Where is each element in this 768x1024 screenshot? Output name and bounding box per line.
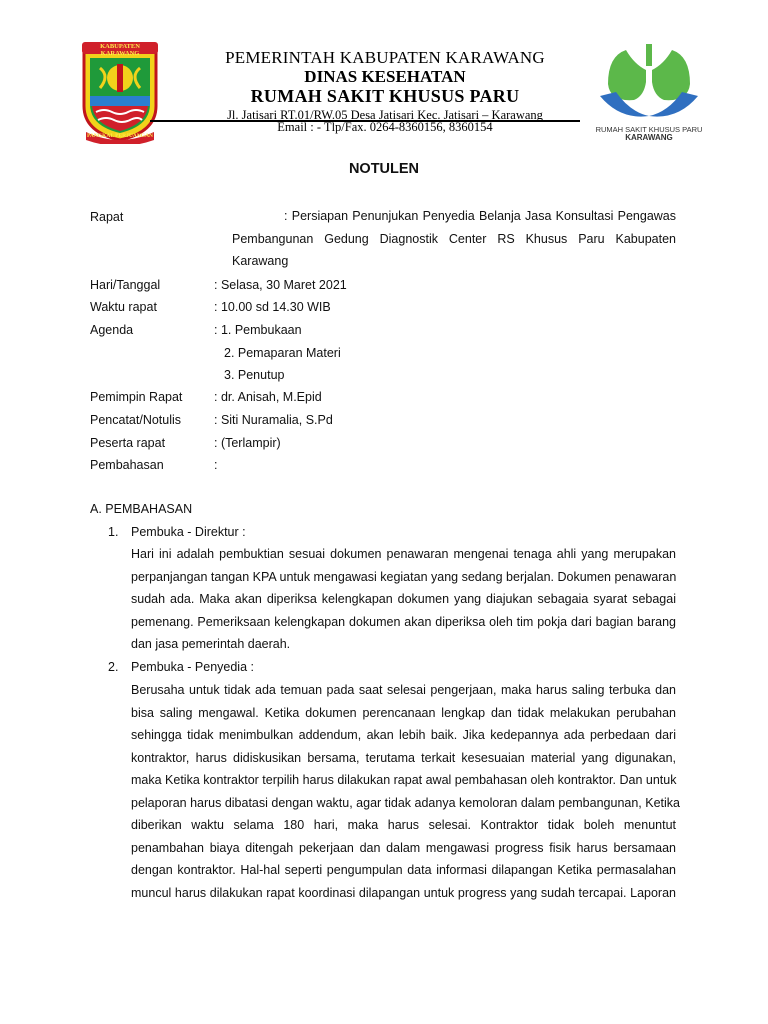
emblem-top-text: KABUPATEN KARAWANG (100, 43, 140, 57)
field-label-pemimpin: Pemimpin Rapat (90, 390, 183, 404)
paragraph-line: Berusaha untuk tidak ada temuan pada saat selesai pengerjaan, maka harus saling terbuka dan (131, 683, 676, 697)
item-paragraph (131, 543, 676, 656)
header-contact: Email : - Tlp/Fax. 0264-8360156, 8360154 (277, 120, 493, 134)
header-department: DINAS KESEHATAN (304, 67, 466, 86)
section-heading: A. PEMBAHASAN (90, 502, 193, 516)
item-title: Pembuka - Penyedia : (131, 660, 254, 674)
field-value-hari: : Selasa, 30 Maret 2021 (214, 278, 347, 292)
logo-caption-city: KARAWANG (625, 133, 673, 142)
paragraph-line: maka Ketika kontraktor terpilih harus dilakukan rapat awal pembahasan oleh kontraktor. Dan untuk (131, 773, 677, 787)
paragraph-line: sehingga tidak menimbulkan addendum, akan lebih baik. Jika kedepannya ada perbedaan dari (131, 728, 676, 742)
agenda-item: 3. Penutup (224, 368, 285, 382)
field-label-waktu: Waktu rapat (90, 300, 157, 314)
agenda-item: 2. Pemaparan Materi (224, 346, 341, 360)
field-label-pencatat: Pencatat/Notulis (90, 413, 182, 427)
paragraph-line: penambahan biaya ditengah pekerjaan dan dalam mengawasi progress fisik harus bersamaan (131, 840, 676, 855)
paragraph-line: perpanjangan tangan KPA untuk mengawasi kegiatan yang sedang berjalan. Dokumen penawaran (131, 569, 677, 584)
paragraph-line: bisa saling mengawal. Ketika dokumen perencanaan lengkap dan tidak melakukan perubahan (131, 705, 676, 720)
field-label-hari: Hari/Tanggal (90, 278, 161, 292)
rapat-line: : Persiapan Penunjukan Penyedia Belanja Jasa Konsultasi Pengawas (284, 209, 676, 223)
paragraph-line: pemenang. Pemeriksaan kelengkapan dokumen akan diperiksa oleh tim pokja dari bagian barang (131, 614, 676, 629)
field-value-peserta: : (Terlampir) (214, 436, 281, 450)
header-government: PEMERINTAH KABUPATEN KARAWANG (225, 48, 545, 67)
field-value-pembahasan: : (214, 458, 218, 472)
field-label-pembahasan: Pembahasan (90, 458, 164, 472)
field-value-pemimpin: : dr. Anisah, M.Epid (214, 390, 322, 404)
rapat-line: Pembangunan Gedung Diagnostik Center RS Khusus Paru Kabupaten (232, 231, 676, 246)
agenda-item: : 1. Pembukaan (214, 323, 302, 337)
emblem-bottom-text: PANGKAL PERJUANGAN (86, 133, 154, 139)
field-value-pencatat: : Siti Nuramalia, S.Pd (214, 413, 333, 427)
paragraph-line: pelaporan harus dibatasi dengan waktu, agar tidak adanya kemoloran dalam pembangunan, Ketika (131, 795, 680, 810)
paragraph-line: sudah ada. Maka akan diperiksa kelengkapan dokumen yang diajukan sebagaia syarat sebagai (131, 592, 676, 606)
paragraph-line: dengan kontraktor. Hal-hal seperti pengumpulan data informasi dilapangan Ketika permasalahan (131, 863, 676, 877)
paragraph-line: diberikan waktu selama 180 hari, maka harus selesai. Kontraktor tidak boleh menuntut (131, 818, 676, 832)
logo-caption: RUMAH SAKIT KHUSUS PARU (595, 125, 703, 134)
paragraph-line: Hari ini adalah pembuktian sesuai dokumen penawaran mengenai tenaga ahli yang merupakan (131, 547, 676, 561)
field-value-waktu: : 10.00 sd 14.30 WIB (214, 300, 331, 314)
field-label-peserta: Peserta rapat (90, 436, 166, 450)
paragraph-line: muncul harus dilakukan rapat koordinasi dilapangan untuk progress yang sudah tercapai. Laporan (131, 885, 676, 900)
field-label-agenda: Agenda (90, 323, 134, 337)
item-title: Pembuka - Direktur : (131, 525, 246, 539)
item-paragraph (131, 679, 680, 904)
paragraph-line: dan jasa pemerintah daerah. (131, 637, 291, 651)
kabupaten-karawang-emblem (80, 40, 160, 144)
item-number: 1. (108, 525, 119, 539)
rapat-line: Karawang (232, 254, 289, 268)
document-title: NOTULEN (348, 161, 420, 177)
field-label-rapat: Rapat (90, 210, 124, 224)
paragraph-line: kontraktor, harus didiskusikan bersama, terutama terkait kesesuaian material yang digunakan, (131, 750, 676, 765)
header-hospital: RUMAH SAKIT KHUSUS PARU (250, 86, 520, 106)
field-value-rapat (232, 205, 676, 273)
header-address: Jl. Jatisari RT.01/RW.05 Desa Jatisari Kec. Jatisari – Karawang (227, 108, 543, 122)
item-number: 2. (108, 660, 119, 674)
